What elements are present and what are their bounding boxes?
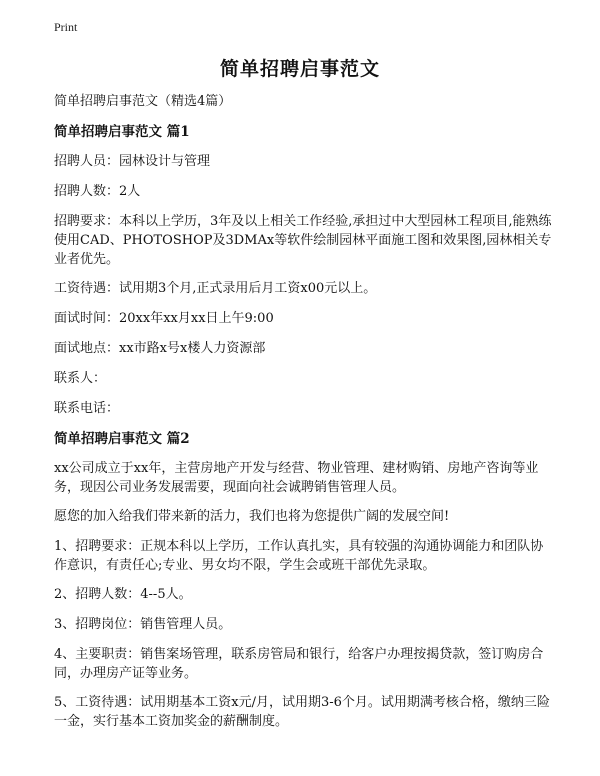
list-item: 1、招聘要求：正规本科以上学历，工作认真扎实，具有较强的沟通协调能力和团队协作意识，有责任心;专业、男女均不限，学生会或班干部优先录取。 — [54, 539, 544, 573]
list-item: 3、招聘岗位：销售管理人员。 — [54, 617, 232, 632]
company-intro: xx公司成立于xx年，主营房地产开发与经营、物业管理、建材购销、房地产咨询等业务，现因公司业务发展需要，现面向社会诚聘销售管理人员。 — [54, 461, 539, 495]
list-item: 5、工资待遇：试用期基本工资x元/月，试用期3-6个月。试用期满考核合格，缴纳三险一金，实行基本工资加奖金的薪酬制度。 — [54, 695, 550, 729]
salary-info: 工资待遇：试用期3个月,正式录用后月工资x00元以上。 — [54, 281, 377, 296]
contact-phone: 联系电话： — [54, 401, 120, 416]
recruit-position: 招聘人员：园林设计与管理 — [54, 154, 211, 169]
section-heading-2: 简单招聘启事范文 篇2 — [54, 431, 190, 447]
recruit-count: 招聘人数：2人 — [54, 184, 141, 199]
recruit-requirements: 招聘要求：本科以上学历，3年及以上相关工作经验,承担过中大型园林工程项目,能熟练使用CAD、PHOTOSHOP及3DMAx等软件绘制园林平面施工图和效果图,园林相关专业者优先。 — [54, 214, 552, 267]
interview-place: 面试地点：xx市路x号x楼人力资源部 — [54, 341, 266, 356]
contact-person: 联系人： — [54, 371, 107, 386]
page-title: 简单招聘启事范文 — [219, 58, 380, 80]
interview-time: 面试时间：20xx年xx月xx日上午9:00 — [54, 311, 274, 326]
print-link[interactable]: Print — [54, 20, 78, 34]
document-body — [54, 92, 554, 741]
welcome-text: 愿您的加入给我们带来新的活力，我们也将为您提供广阔的发展空间! — [54, 509, 450, 524]
document-subtitle: 简单招聘启事范文（精选4篇） — [54, 94, 232, 109]
section-heading-1: 简单招聘启事范文 篇1 — [54, 124, 190, 140]
list-item: 2、招聘人数：4--5人。 — [54, 587, 192, 602]
list-item: 4、主要职责：销售案场管理，联系房管局和银行，给客户办理按揭贷款，签订购房合同，办理房产证等业务。 — [54, 647, 544, 681]
